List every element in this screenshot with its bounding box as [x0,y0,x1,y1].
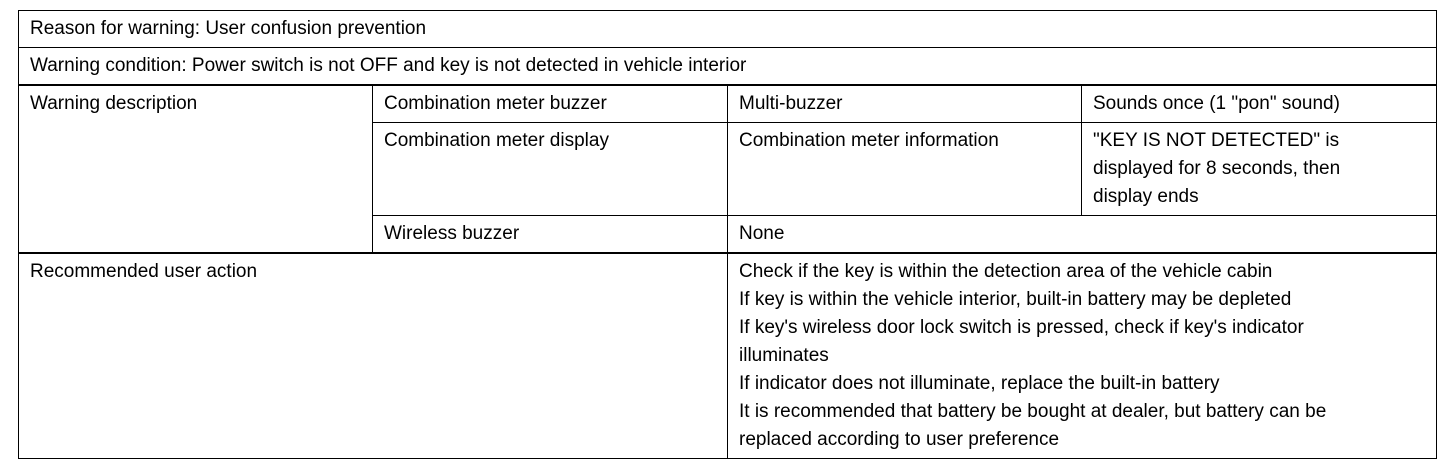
action-text-cell [728,253,1437,459]
action-line: If key's wireless door lock switch is pressed, check if key's indicator [739,317,1304,338]
action-row [19,253,1437,459]
description-row-buzzer [19,85,1437,123]
reason-row [19,11,1437,48]
display-detail-line: display ends [1093,186,1199,207]
display-detail-line: displayed for 8 seconds, then [1093,158,1341,179]
item-cell-meter-display: Combination meter display [373,123,728,216]
action-line: If indicator does not illuminate, replace the built-in battery [739,373,1220,394]
type-cell-multi-buzzer: Multi-buzzer [728,85,1082,123]
condition-row [19,48,1437,86]
warning-table [18,10,1437,459]
detail-cell-sound: Sounds once (1 "pon" sound) [1082,85,1437,123]
item-cell-meter-buzzer: Combination meter buzzer [373,85,728,123]
action-line: illuminates [739,345,829,366]
condition-cell: Warning condition: Power switch is not OFF and key is not detected in vehicle interior [19,48,1437,86]
display-detail-line: "KEY IS NOT DETECTED" is [1093,130,1340,151]
item-cell-wireless-buzzer: Wireless buzzer [373,216,728,254]
reason-cell: Reason for warning: User confusion prevention [19,11,1437,48]
action-line: If key is within the vehicle interior, built-in battery may be depleted [739,289,1292,310]
action-line: It is recommended that battery be bought at dealer, but battery can be [739,401,1327,422]
type-cell-none: None [728,216,1437,254]
type-cell-meter-information: Combination meter information [728,123,1082,216]
action-line: Check if the key is within the detection area of the vehicle cabin [739,261,1273,282]
description-label-cell: Warning description [19,85,373,253]
action-line: replaced according to user preference [739,429,1060,450]
action-label-cell: Recommended user action [19,253,728,459]
detail-cell-display-message [1082,123,1437,216]
